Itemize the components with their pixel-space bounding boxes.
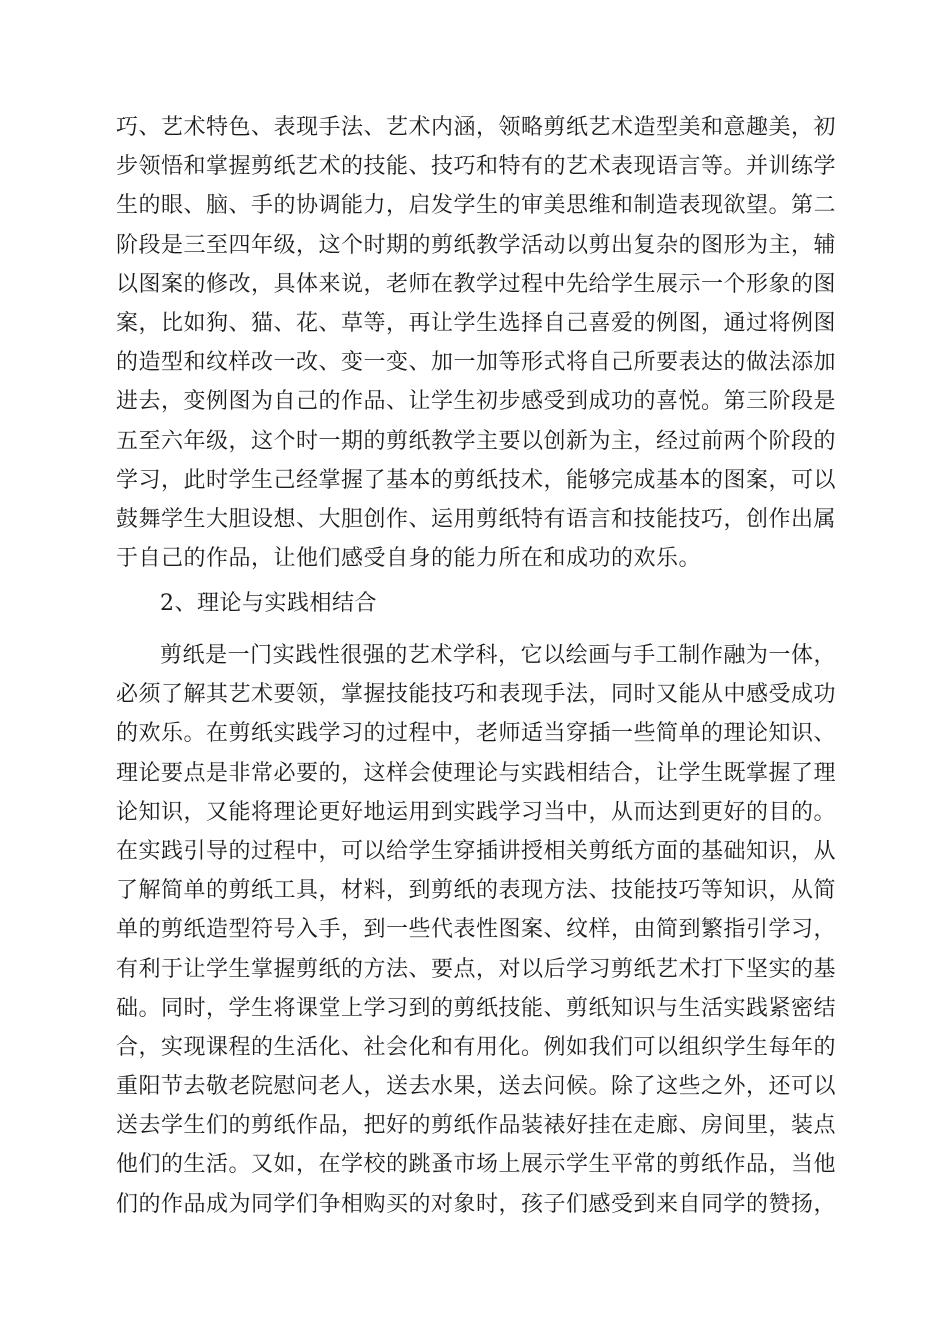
paragraph-line: 了解简单的剪纸工具，材料，到剪纸的表现方法、技能技巧等知识，从简 [116, 878, 837, 904]
paragraph-line: 案，比如狗、猫、花、草等，再让学生选择自己喜爱的例图，通过将例图 [116, 310, 837, 336]
paragraph-line: 合，实现课程的生活化、社会化和有用化。例如我们可以组织学生每年的 [116, 1034, 837, 1060]
section-heading [116, 584, 836, 623]
paragraph-line: 单的剪纸造型符号入手，到一些代表性图案、纹样，由简到繁指引学习， [116, 917, 837, 943]
paragraph-line: 论知识，又能将理论更好地运用到实践学习当中，从而达到更好的目的。 [116, 799, 837, 825]
paragraph-line: 进去，变例图为自己的作品、让学生初步感受到成功的喜悦。第三阶段是 [116, 389, 837, 415]
paragraph-line: 理论要点是非常必要的，这样会使理论与实践相结合，让学生既掌握了理 [116, 760, 837, 786]
paragraph-line: 重阳节去敬老院慰问老人，送去水果，送去问候。除了这些之外，还可以 [116, 1074, 837, 1100]
paragraph-line: 五至六年级，这个时一期的剪纸教学主要以创新为主，经过前两个阶段的 [116, 428, 837, 454]
paragraph-line: 的欢乐。在剪纸实践学习的过程中，老师适当穿插一些简单的理论知识、 [116, 721, 837, 747]
paragraph-theory-practice [116, 636, 836, 1224]
paragraph-line: 于自己的作品，让他们感受自身的能力所在和成功的欢乐。 [116, 546, 702, 572]
paragraph-line: 阶段是三至四年级，这个时期的剪纸教学活动以剪出复杂的图形为主，辅 [116, 232, 837, 258]
paragraph-line: 在实践引导的过程中，可以给学生穿插讲授相关剪纸方面的基础知识，从 [116, 838, 837, 864]
paragraph-line: 有利于让学生掌握剪纸的方法、要点，对以后学习剪纸艺术打下坚实的基 [116, 956, 837, 982]
paragraph-line: 生的眼、脑、手的协调能力，启发学生的审美思维和制造表现欲望。第二 [116, 193, 837, 219]
paragraph-line: 巧、艺术特色、表现手法、艺术内涵，领略剪纸艺术造型美和意趣美，初 [116, 115, 837, 140]
paragraph-line: 送去学生们的剪纸作品，把好的剪纸作品装裱好挂在走廊、房间里，装点 [116, 1113, 837, 1139]
paragraph-line: 的造型和纹样改一改、变一变、加一加等形式将自己所要表达的做法添加 [116, 350, 837, 376]
paragraph-line: 必须了解其艺术要领，掌握技能技巧和表现手法，同时又能从中感受成功 [116, 682, 837, 708]
paragraph-stages [116, 108, 836, 578]
paragraph-line: 剪纸是一门实践性很强的艺术学科，它以绘画与手工制作融为一体， [160, 643, 836, 668]
paragraph-line: 鼓舞学生大胆设想、大胆创作、运用剪纸特有语言和技能技巧，创作出属 [116, 506, 837, 532]
paragraph-line: 步领悟和掌握剪纸艺术的技能、技巧和特有的艺术表现语言等。并训练学 [116, 154, 837, 180]
paragraph-line: 学习，此时学生己经掌握了基本的剪纸技术，能够完成基本的图案，可以 [116, 467, 837, 493]
paragraph-line: 他们的生活。又如，在学校的跳蚤市场上展示学生平常的剪纸作品，当他 [116, 1152, 837, 1178]
paragraph-line: 以图案的修改，具体来说，老师在教学过程中先给学生展示一个形象的图 [116, 271, 837, 297]
paragraph-line: 础。同时，学生将课堂上学习到的剪纸技能、剪纸知识与生活实践紧密结 [116, 995, 837, 1021]
paragraph-line: 们的作品成为同学们争相购买的对象时，孩子们感受到来自同学的赞扬， [116, 1191, 837, 1217]
section-heading-text: 2、理论与实践相结合 [160, 591, 377, 616]
